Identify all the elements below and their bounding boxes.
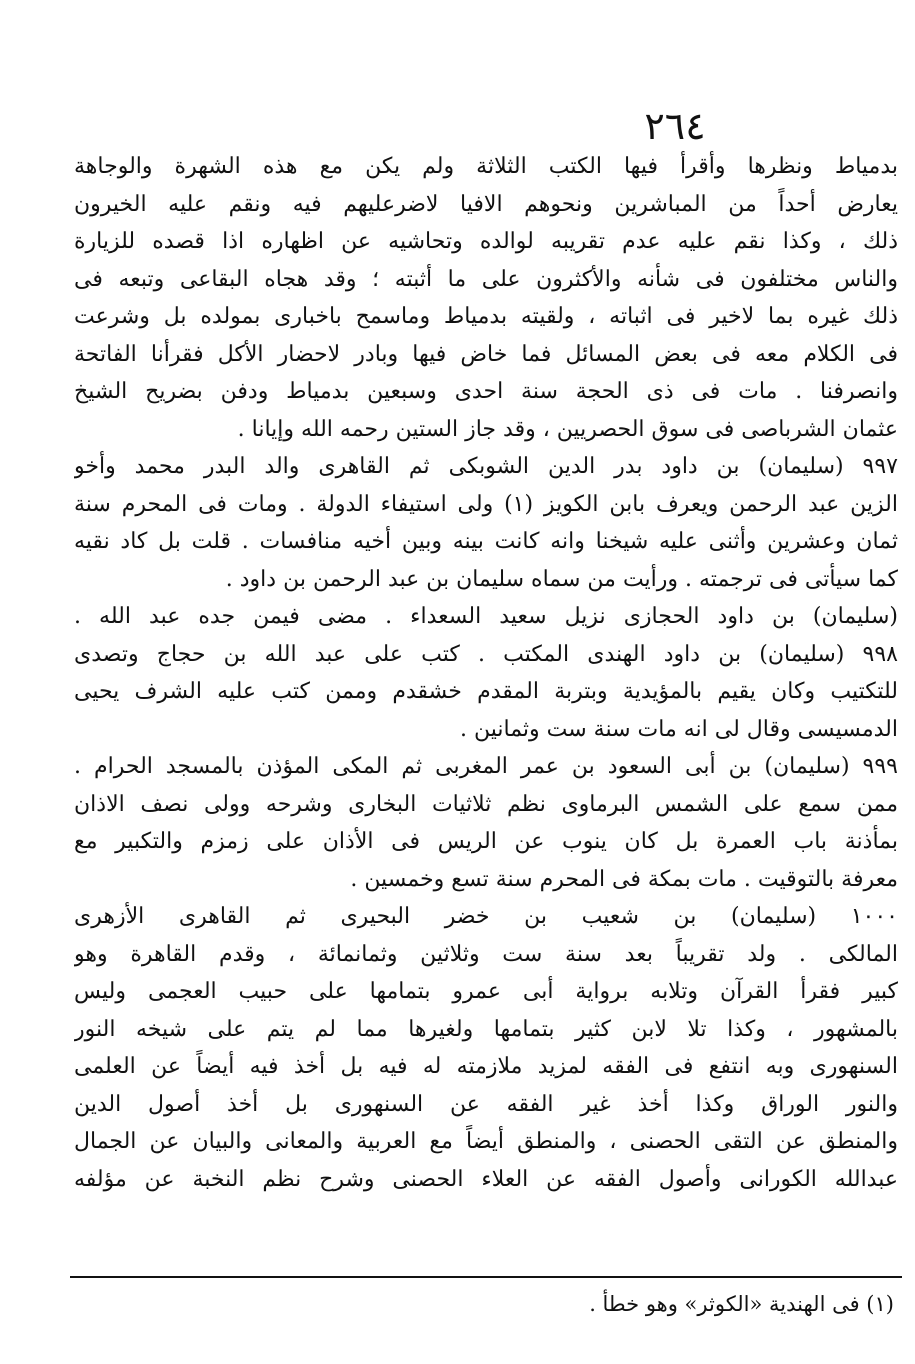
text-line: بالمشهور ، وكذا تلا لابن كثير بتمامها ولغيرها مما لم يتم على شيخه النور	[74, 1016, 898, 1042]
text-line: بدمياط ونظرها وأقرأ فيها الكتب الثلاثة ولم يكن مع هذه الشهرة والوجاهة	[74, 154, 898, 179]
text-line: ذلك غيره بما لاخير فى اثباته ، ولقيته بدمياط وماسمح باخبارى بمولده بل وشرعت	[74, 304, 898, 329]
cross-reference-line: (سليمان) بن داود الحجازى نزيل سعيد السعداء . مضى فيمن جده عبد الله .	[74, 604, 898, 629]
text-line: فى الكلام معه فى بعض المسائل فما خاض فيها وبادر لاحضار الأكل فقرأنا الفاتحة	[74, 341, 898, 367]
text-line: والناس مختلفون فى شأنه والأكثرون على ما أثبته ؛ وقد هجاه البقاعى وتبعه فى	[74, 266, 898, 292]
footnote: (١) فى الهندية «الكوثر» وهو خطأ .	[589, 1292, 894, 1316]
text-line: معرفة بالتوقيت . مات بمكة فى المحرم سنة تسع وخمسين .	[350, 866, 898, 892]
body-text	[74, 148, 898, 1198]
text-line: السنهورى وبه انتفع فى الفقه لمزيد ملازمته له فيه بل أخذ فيه أيضاً عن العلمى	[74, 1054, 898, 1079]
text-line: ثمان وعشرين وأثنى عليه شيخنا وانه كانت بينه وبين أخيه منافسات . قلت بل كاد نقيه	[74, 529, 898, 554]
text-line: الدمسيسى وقال لى انه مات سنة ست وثمانين .	[460, 716, 898, 742]
text-line: وانصرفنا . مات فى ذى الحجة سنة احدى وسبعين بدمياط ودفن بضريح الشيخ	[74, 379, 898, 404]
page-number: ٢٦٤	[644, 104, 706, 148]
entry-1000-line: ١٠٠٠ (سليمان) بن شعيب بن خضر البحيرى ثم القاهرى الأزهرى	[74, 904, 898, 929]
text-line: يعارض أحداً من المباشرين ونحوهم الافيا لاضرعليهم فيه ونقم عليه الخيرون	[74, 191, 898, 217]
text-line: والنور الوراق وكذا أخذ غير الفقه عن السنهورى بل أخذ أصول الدين	[74, 1091, 898, 1117]
text-line: والمنطق عن التقى الحصنى ، والمنطق أيضاً مع العربية والمعانى والبيان عن الجمال	[74, 1129, 898, 1154]
entry-999-line: ٩٩٩ (سليمان) بن أبى السعود بن عمر المغربى ثم المكى المؤذن بالمسجد الحرام .	[74, 754, 898, 779]
entry-998-line: ٩٩٨ (سليمان) بن داود الهندى المكتب . كتب على عبد الله بن حجاج وتصدى	[74, 641, 898, 667]
entry-997-line: ٩٩٧ (سليمان) بن داود بدر الدين الشوبكى ثم القاهرى والد البدر محمد وأخو	[74, 454, 898, 479]
text-line: كما سيأتى فى ترجمته . ورأيت من سماه سليمان بن عبد الرحمن بن داود .	[225, 566, 898, 592]
text-line: ممن سمع على الشمس البرماوى نظم ثلاثيات البخارى وشرحه وولى نصف الاذان	[74, 791, 898, 817]
text-line: بمأذنة باب العمرة بل كان ينوب عن الريس فى الأذان على زمزم والتكبير مع	[74, 829, 898, 854]
text-line: المالكى . ولد تقريباً بعد سنة ست وثلاثين وثمانمائة ، وقدم القاهرة وهو	[74, 941, 898, 967]
text-line: عبدالله الكورانى وأصول الفقه عن العلاء الحصنى وشرح نظم النخبة عن مؤلفه	[74, 1166, 898, 1192]
text-line: الزين عبد الرحمن ويعرف بابن الكويز (١) ولى استيفاء الدولة . ومات فى المحرم سنة	[74, 491, 898, 517]
text-line: عثمان الشرباصى فى سوق الحصريين ، وقد جاز الستين رحمه الله وإيانا .	[237, 416, 898, 442]
text-line: للتكتيب وكان يقيم بالمؤيدية وبتربة المقدم خشقدم وممن كتب عليه الشرف يحيى	[74, 679, 898, 704]
text-line: ذلك ، وكذا نقم عليه عدم تقريبه لوالده وتحاشيه عن اظهاره اذا قصده للزيارة	[74, 229, 898, 254]
footnote-divider	[70, 1276, 902, 1278]
text-line: كبير فقرأ القرآن وتلابه برواية أبى عمرو بتمامها على حبيب العجمى وليس	[74, 979, 898, 1004]
